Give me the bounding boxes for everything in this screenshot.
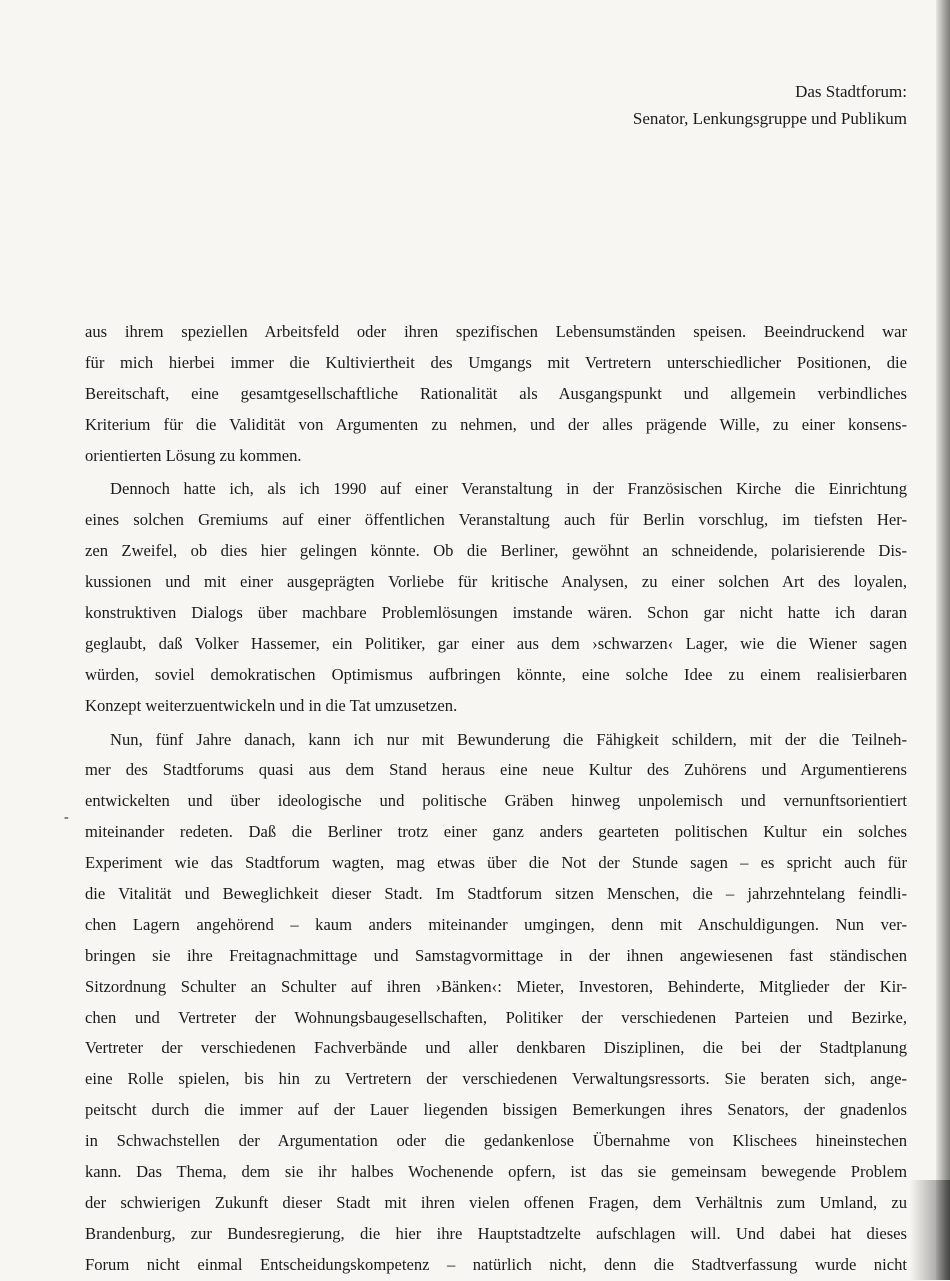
text-line: entwickelten und über ideologische und politische Gräben hinweg unpolemisch und vernunftsorientiert xyxy=(85,791,907,811)
header-chapter-title: Das Stadtforum: xyxy=(795,82,907,101)
running-header xyxy=(407,78,907,132)
text-line: chen Lagern angehörend – kaum anders miteinander umgingen, denn mit Anschuldigungen. Nun ver- xyxy=(85,914,907,934)
text-line: für mich hierbei immer die Kultiviertheit des Umgangs mit Vertretern unterschiedlicher Positionen, die xyxy=(85,352,907,372)
text-line: zen Zweifel, ob dies hier gelingen könnte. Ob die Berliner, gewöhnt an schneidende, polarisierende Dis- xyxy=(85,541,907,561)
paragraph xyxy=(85,317,907,471)
text-line: Bereitschaft, eine gesamtgesellschaftliche Rationalität als Ausgangspunkt und allgemein verbindliches xyxy=(85,383,907,403)
paragraph xyxy=(85,725,907,1281)
text-line: Konzept weiterzuentwickeln und in die Tat umzusetzen. xyxy=(85,695,458,715)
text-line: in Schwachstellen der Argumentation oder die gedankenlose Übernahme von Klischees hineinstechen xyxy=(85,1131,907,1151)
text-line: eines solchen Gremiums auf einer öffentlichen Veranstaltung auch für Berlin vorschlug, im tiefsten Her- xyxy=(85,510,907,530)
page-corner-shadow xyxy=(910,1180,950,1280)
text-line: Vertreter der verschiedenen Fachverbände und aller denkbaren Disziplinen, die bei der Stadtplanung xyxy=(85,1038,907,1058)
text-line: chen und Vertreter der Wohnungsbaugesellschaften, Politiker der verschiedenen Parteien und Bezirke, xyxy=(85,1007,907,1027)
text-line: Kriterium für die Validität von Argumenten zu nehmen, und der alles prägende Wille, zu einer konsens- xyxy=(85,414,907,434)
text-line: eine Rolle spielen, bis hin zu Vertretern der verschiedenen Verwaltungsressorts. Sie beraten sich, ange- xyxy=(85,1069,907,1089)
page-edge-shadow xyxy=(936,0,950,1280)
text-line: würden, soviel demokratischen Optimismus aufbringen könnte, eine solche Idee zu einem realisierbaren xyxy=(85,664,907,684)
text-line: Dennoch hatte ich, als ich 1990 auf einer Veranstaltung in der Französischen Kirche die Einrichtung xyxy=(110,479,907,499)
text-line: Brandenburg, zur Bundesregierung, die hier ihre Hauptstadtzelte aufschlagen will. Und dabei hat dieses xyxy=(85,1223,907,1243)
text-line: Sitzordnung Schulter an Schulter auf ihren ›Bänken‹: Mieter, Investoren, Behinderte, Mitglieder der Kir- xyxy=(85,976,907,996)
header-section-title: Senator, Lenkungsgruppe und Publikum xyxy=(632,109,907,128)
text-line: die Vitalität und Beweglichkeit dieser Stadt. Im Stadtforum sitzen Menschen, die – jahrzehntelang feindli- xyxy=(85,884,907,904)
text-line: kann. Das Thema, dem sie ihr halbes Wochenende opfern, ist das sie gemeinsam bewegende Problem xyxy=(85,1162,907,1182)
text-line: miteinander redeten. Daß die Berliner trotz einer ganz anders gearteten politischen Kultur ein solches xyxy=(85,822,907,842)
margin-mark: - xyxy=(64,810,69,825)
text-line: bringen sie ihre Freitagnachmittage und Samstagvormittage in der ihnen angewiesenen fast ständischen xyxy=(85,945,907,965)
text-line: aus ihrem speziellen Arbeitsfeld oder ihren spezifischen Lebensumständen speisen. Beeindruckend war xyxy=(85,322,907,341)
text-line: geglaubt, daß Volker Hassemer, ein Politiker, gar einer aus dem ›schwarzen‹ Lager, wie die Wiener sagen xyxy=(85,633,907,653)
paragraph xyxy=(85,474,907,721)
text-line: kussionen und mit einer ausgeprägten Vorliebe für kritische Analysen, zu einer solchen Art des loyalen, xyxy=(85,572,907,592)
text-line: Nun, fünf Jahre danach, kann ich nur mit Bewunderung die Fähigkeit schildern, mit der die Teilneh- xyxy=(110,729,907,749)
text-line: konstruktiven Dialogs über machbare Problemlösungen imstande wären. Schon gar nicht hatte ich daran xyxy=(85,603,907,623)
text-line: peitscht durch die immer auf der Lauer liegenden bissigen Bemerkungen ihres Senators, der gnadenlos xyxy=(85,1100,907,1120)
text-line: orientierten Lösung zu kommen. xyxy=(85,445,302,465)
text-line: der schwierigen Zukunft dieser Stadt mit ihren vielen offenen Fragen, dem Verhältnis zum Umland, zu xyxy=(85,1192,907,1212)
body-text xyxy=(85,317,907,1281)
text-line: mer des Stadtforums quasi aus dem Stand heraus eine neue Kultur des Zuhörens und Argumentierens xyxy=(85,760,907,780)
text-line: Forum nicht einmal Entscheidungskompetenz – natürlich nicht, denn die Stadtverfassung wurde nicht xyxy=(85,1254,907,1274)
text-line: Experiment wie das Stadtforum wagten, mag etwas über die Not der Stunde sagen – es spricht auch für xyxy=(85,853,907,873)
